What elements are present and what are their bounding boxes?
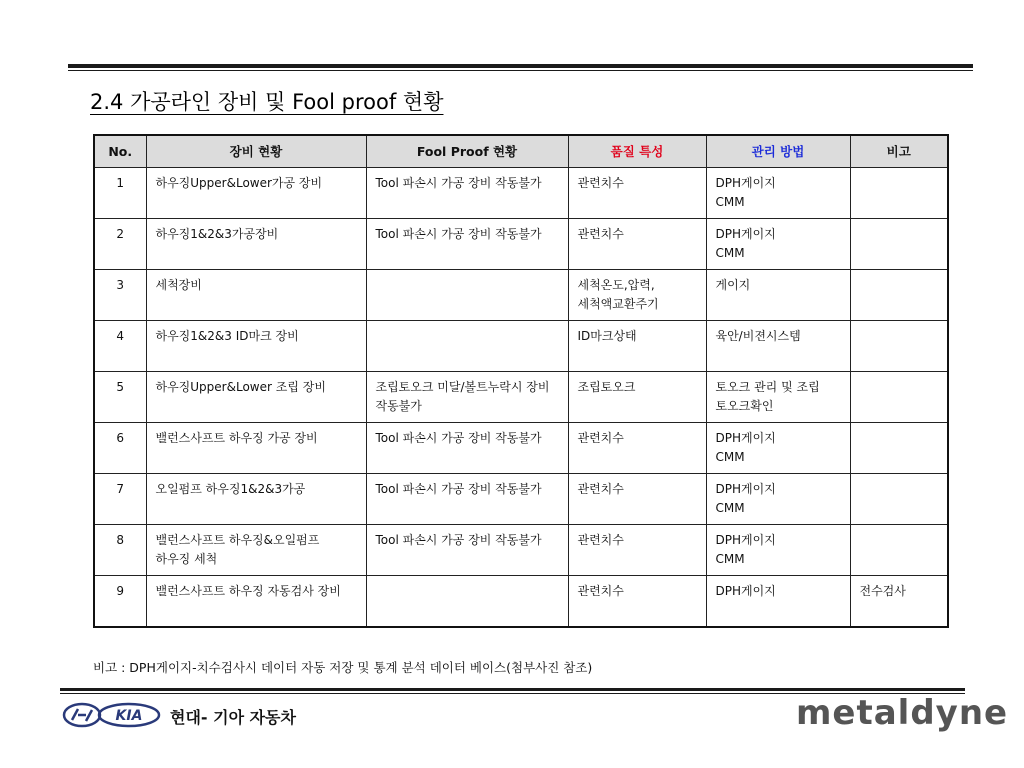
cell-remark-text: 전수검사 [859, 584, 906, 598]
cell-fool-proof-text: Tool 파손시 가공 장비 작동불가 [375, 176, 542, 190]
cell-quality-text: 관련치수 [577, 431, 624, 445]
cell-equipment-text: 하우징Upper&Lower 조립 장비 [155, 380, 326, 394]
cell-quality-text: 관련치수 [577, 176, 624, 190]
cell-equipment-text: 오일펌프 하우징1&2&3가공 [155, 482, 306, 496]
header-fool-proof: Fool Proof 현황 [366, 135, 568, 168]
header-quality: 품질 특성 [568, 135, 706, 168]
cell-fool-proof [366, 576, 568, 627]
cell-fool-proof [366, 168, 568, 219]
table-row [94, 219, 948, 270]
cell-quality-text: 세척온도,압력, 세척액교환주기 [577, 278, 659, 311]
table-row [94, 168, 948, 219]
cell-no [94, 372, 146, 423]
cell-equipment-text: 밸런스사프트 하우징 자동검사 장비 [155, 584, 341, 598]
cell-quality [568, 474, 706, 525]
method-line: DPH게이지 [715, 227, 776, 241]
method-line: CMM [715, 450, 745, 464]
cell-quality-text: 관련치수 [577, 533, 624, 547]
method-line: DPH게이지 [715, 176, 776, 190]
cell-quality-text: 관련치수 [577, 482, 624, 496]
cell-remark [850, 168, 948, 219]
method-line: CMM [715, 501, 745, 515]
cell-quality [568, 270, 706, 321]
cell-equipment [146, 576, 366, 627]
cell-quality-text: 조립토오크 [577, 380, 636, 394]
method-line: 육안/비젼시스템 [715, 329, 801, 343]
method-line: DPH게이지 [715, 482, 776, 496]
cell-quality-text: 관련치수 [577, 227, 624, 241]
cell-equipment [146, 474, 366, 525]
cell-fool-proof [366, 423, 568, 474]
cell-fool-proof [366, 321, 568, 372]
cell-equipment-text: 하우징1&2&3가공장비 [155, 227, 279, 241]
cell-equipment-text: 세척장비 [155, 278, 202, 292]
method-line: DPH게이지 [715, 431, 776, 445]
cell-no-text: 7 [116, 482, 125, 496]
cell-no-text: 3 [116, 278, 125, 292]
method-line: 게이지 [715, 278, 751, 292]
cell-method [706, 219, 850, 270]
cell-quality-text: 관련치수 [577, 584, 624, 598]
table-row [94, 372, 948, 423]
method-line: CMM [715, 552, 745, 566]
cell-fool-proof [366, 372, 568, 423]
cell-no [94, 576, 146, 627]
cell-remark [850, 474, 948, 525]
cell-equipment [146, 219, 366, 270]
cell-no [94, 474, 146, 525]
cell-method [706, 321, 850, 372]
cell-quality [568, 219, 706, 270]
cell-no-text: 4 [116, 329, 125, 343]
cell-no-text: 2 [116, 227, 125, 241]
cell-no-text: 8 [116, 533, 125, 547]
footnote: 비고 : DPH게이지-치수검사시 데이터 자동 저장 및 통계 분석 데이터 베이스(첨부사진 참조) [93, 660, 593, 675]
table-row [94, 576, 948, 627]
page-title: 2.4 가공라인 장비 및 Fool proof 현황 [90, 90, 444, 114]
cell-fool-proof-text: Tool 파손시 가공 장비 작동불가 [375, 431, 542, 445]
table-row [94, 525, 948, 576]
cell-quality [568, 576, 706, 627]
cell-quality [568, 321, 706, 372]
header-method: 관리 방법 [706, 135, 850, 168]
cell-fool-proof [366, 219, 568, 270]
cell-equipment [146, 270, 366, 321]
cell-equipment-text: 하우징1&2&3 ID마크 장비 [155, 329, 299, 343]
cell-equipment-text: 하우징Upper&Lower가공 장비 [155, 176, 323, 190]
table-row [94, 321, 948, 372]
table-row [94, 474, 948, 525]
cell-method [706, 372, 850, 423]
cell-no-text: 1 [116, 176, 125, 190]
top-divider-thin [68, 70, 973, 71]
cell-quality-text: ID마크상태 [577, 329, 637, 343]
table-row [94, 423, 948, 474]
metaldyne-logo: metaldyne [796, 693, 1009, 733]
equipment-table [93, 134, 949, 628]
cell-equipment-text: 밸런스사프트 하우징&오일펌프 하우징 세척 [155, 533, 320, 566]
cell-remark [850, 423, 948, 474]
cell-no [94, 270, 146, 321]
cell-method [706, 423, 850, 474]
header-no: No. [94, 135, 146, 168]
cell-no [94, 219, 146, 270]
cell-equipment [146, 168, 366, 219]
cell-fool-proof [366, 270, 568, 321]
table-row [94, 270, 948, 321]
cell-no [94, 321, 146, 372]
cell-quality [568, 372, 706, 423]
table-header-row [94, 135, 948, 168]
header-equipment: 장비 현황 [146, 135, 366, 168]
cell-equipment [146, 372, 366, 423]
cell-equipment [146, 525, 366, 576]
cell-fool-proof-text: Tool 파손시 가공 장비 작동불가 [375, 533, 542, 547]
cell-no [94, 423, 146, 474]
cell-no-text: 9 [116, 584, 125, 598]
cell-fool-proof-text: Tool 파손시 가공 장비 작동불가 [375, 227, 542, 241]
method-line: DPH게이지 [715, 533, 776, 547]
cell-method [706, 576, 850, 627]
cell-equipment [146, 423, 366, 474]
cell-method [706, 270, 850, 321]
cell-fool-proof [366, 525, 568, 576]
footer-company-name: 현대- 기아 자동차 [170, 708, 296, 727]
hyundai-kia-logo [62, 700, 162, 734]
cell-fool-proof-text: Tool 파손시 가공 장비 작동불가 [375, 482, 542, 496]
cell-method [706, 474, 850, 525]
cell-remark [850, 525, 948, 576]
cell-equipment-text: 밸런스사프트 하우징 가공 장비 [155, 431, 318, 445]
cell-equipment [146, 321, 366, 372]
header-remark: 비고 [850, 135, 948, 168]
cell-method [706, 525, 850, 576]
method-line: CMM [715, 195, 745, 209]
cell-remark [850, 270, 948, 321]
top-divider-thick [68, 64, 973, 68]
cell-no-text: 5 [116, 380, 125, 394]
cell-fool-proof-text: 조립토오크 미달/볼트누락시 장비 작동불가 [375, 380, 550, 413]
cell-no-text: 6 [116, 431, 125, 445]
method-line: 토오크 관리 및 조립 토오크확인 [715, 380, 820, 413]
method-line: DPH게이지 [715, 584, 776, 598]
cell-quality [568, 525, 706, 576]
cell-no [94, 168, 146, 219]
bottom-divider-thick [60, 688, 965, 691]
method-line: CMM [715, 246, 745, 260]
cell-method [706, 168, 850, 219]
cell-quality [568, 168, 706, 219]
cell-remark [850, 372, 948, 423]
cell-remark [850, 321, 948, 372]
kia-logo-text: KIA [115, 708, 143, 724]
cell-remark [850, 576, 948, 627]
cell-no [94, 525, 146, 576]
cell-quality [568, 423, 706, 474]
cell-fool-proof [366, 474, 568, 525]
cell-remark [850, 219, 948, 270]
